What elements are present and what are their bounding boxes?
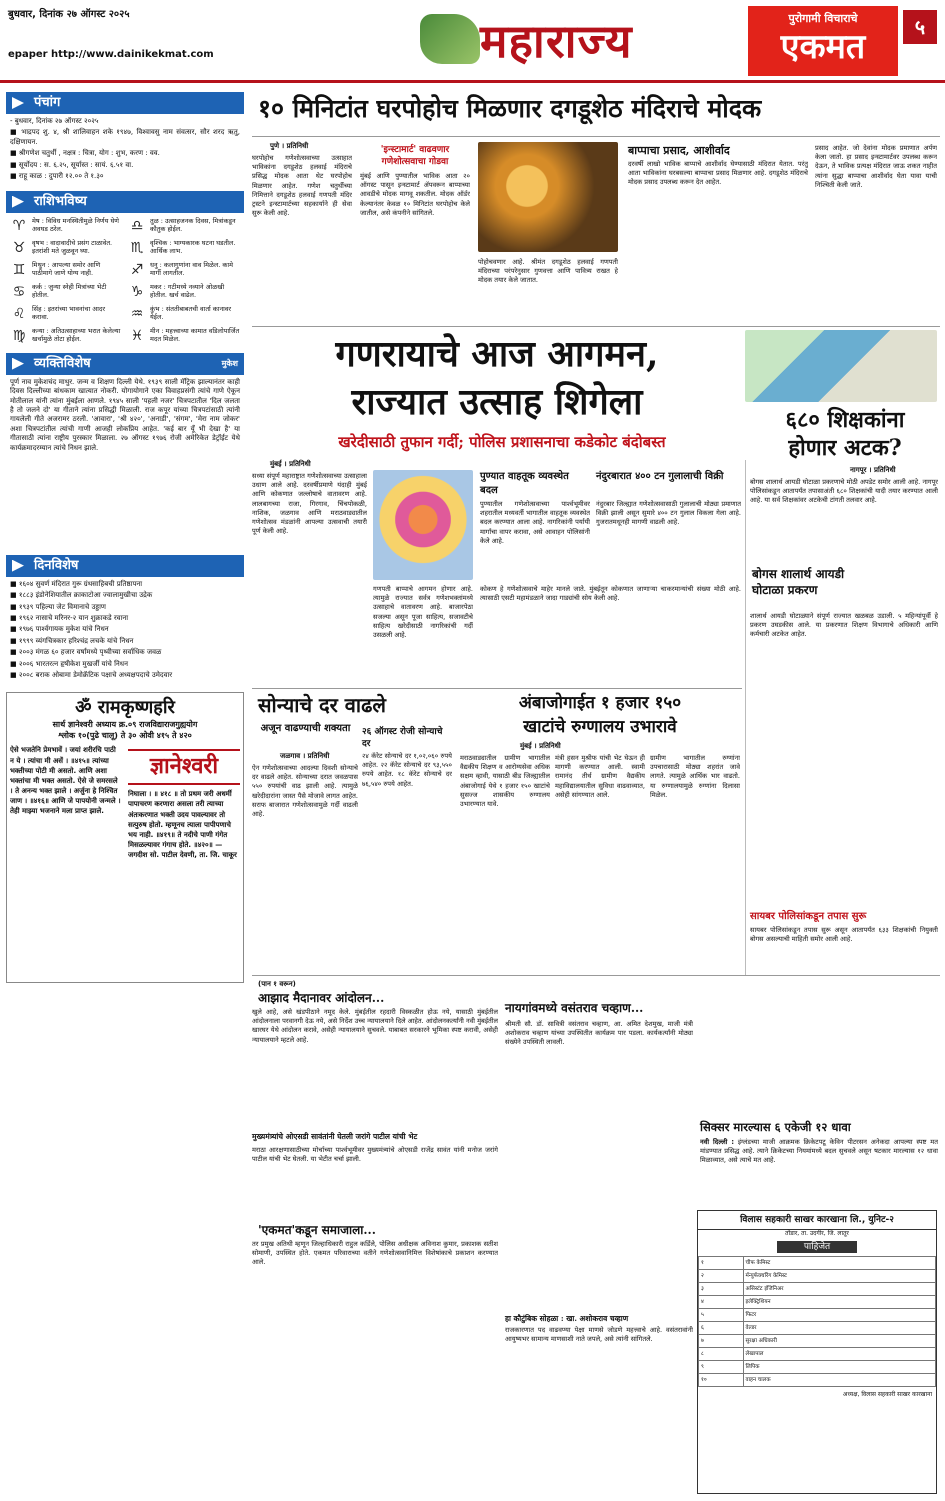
shikshak-place: नागपूर । प्रतिनिधी: [850, 466, 896, 474]
rashi-item: ♉ वृषभ : वादावादीचे प्रसंग टाळावेत. इतरांशी मते जुळवून घ्या.: [10, 239, 122, 257]
vyakti-header: व्यक्तिविशेष मुकेश: [6, 353, 244, 375]
table-row: ७ सुरक्षा अधिकारी: [699, 1335, 936, 1348]
cricket-body: [700, 1138, 938, 1206]
gold-headline: सोन्याचे दर वाढले: [258, 693, 386, 717]
shikshak-headline-1: ६८० शिक्षकांना: [785, 407, 905, 433]
naygaon-body-2: राजकारणात पद वाढवण्या पेक्षा माणसे जोडणे महत्त्वाचे आहे. वसंतरावांनी आयुष्यभर सामान्य माणसाशी नाते जपले, असे त्यांनी सांगितले.: [505, 1326, 693, 1344]
lead-body-3: कोकण हे गणेशोत्सवाचे माहेर मानले जाते. मुंबईतून कोकणात जाणाऱ्या चाकरमान्यांची संख्या मोठी आहे. त्यासाठी एसटी महामंडळाने जादा गाड्यांची सोय केली आहे.: [480, 585, 741, 603]
shikshak-subhead: सायबर पोलिसांकडून तपास सुरू: [750, 911, 867, 922]
rashi-item: ♊ मिथुन : आपल्या समोर आणि पाठीमागे जाणे योग्य नाही.: [10, 261, 122, 279]
top-story-place: पुणे । प्रतिनिधी: [270, 142, 309, 150]
divider: [252, 975, 940, 976]
panchang-line: ■ श्रीगणेश चतुर्थी , नक्षत्र : चित्रा, योग : शुभ, करण : वव.: [10, 149, 160, 158]
currency-photo: [745, 330, 937, 402]
panchang-body: [6, 114, 244, 187]
cricket-place: नवी दिल्ली :: [700, 1138, 735, 1146]
ram-columns: [10, 745, 240, 979]
ram-subtitle: सार्थ ज्ञानेश्वरी अध्याय क्र.०९ राजविद्याराजगुह्ययोग: [52, 719, 198, 729]
ramkrishnahari-box: [6, 692, 244, 984]
page-number: ५: [903, 10, 937, 44]
dinvishesh-item: ■ १६०४ सुवर्ण मंदिरात गुरू ग्रंथसाहिबची प्रतिष्ठापना: [10, 579, 143, 588]
ram-title: ॐ रामकृष्णहरि: [75, 696, 175, 718]
dinvishesh-item: ■ २००३ मंगळ ६० हजार वर्षांमध्ये पृथ्वीच्या सर्वाधिक जवळ: [10, 648, 162, 657]
table-row: ६ वेल्डर: [699, 1322, 936, 1335]
left-column: [6, 88, 244, 983]
gold-rates-head: २६ ऑगस्ट रोजी सोन्याचे दर: [362, 727, 443, 750]
section-title: महाराज्य: [480, 14, 633, 68]
gold-subheadline: अजून वाढण्याची शक्यता: [260, 723, 351, 734]
top-story-box-head: बाप्पाचा प्रसाद, आशीर्वाद: [628, 144, 730, 157]
dinvishesh-item: ■ १८८३ इंडोनेशियातील क्राकाटोआ ज्वालामुखीचा उद्रेक: [10, 591, 153, 600]
arrow-icon: [12, 358, 24, 370]
table-row: ५ फिटर: [699, 1309, 936, 1322]
rashi-grid: [6, 213, 244, 349]
zodiac-icon: ♊: [12, 261, 26, 278]
pune-traffic-body: पुण्यातील गणेशोत्सवाच्या पार्श्वभूमीवर शहरातील मध्यवर्ती भागातील वाहतूक व्यवस्थेत बदल करण्यात आला आहे. नागरिकांनी पर्यायी मार्गांचा वापर करावा, असे आवाहन पोलिसांनी केले आहे.: [480, 500, 590, 545]
dinvishesh-item: ■ १९९९ व्यंगचित्रकार हरिश्चंद्र लचके यांचे निधन: [10, 636, 134, 645]
panchang-line: - बुधवार, दिनांक २७ ऑगस्ट २०२५: [10, 117, 99, 125]
cricket-headline: सिक्सर मारल्यास ६ एकेजी १२ धावा: [700, 1120, 851, 1134]
ad-table: [698, 1256, 936, 1387]
divider: [745, 460, 746, 975]
ambajogai-place: मुंबई । प्रतिनिधी: [520, 742, 561, 750]
table-row: ९ लिपिक: [699, 1361, 936, 1374]
vilas-sugar-ad: [697, 1210, 937, 1494]
ad-footer: अध्यक्ष, विलास सहकारी साखर कारखाना: [842, 1391, 932, 1399]
ram-col-2-text: निघाला । ॥ ४१८ ॥ तो प्रथम जरी अधर्मी पापाचरण करणारा असला तरी त्याच्या अंतःकरणात भक्ती उदय पावल्यावर तो सत्पुरुष होतो. म्हणूनच त्याला पापीपणाचे भय नाही. ॥४१९॥ ते नदीचे पाणी गंगेत मिसळल्यावर गंगाच होते. ॥४२०॥ —जगदीश सो. पाटील देवणी, ता. जि. चाकूर: [128, 790, 237, 860]
continued-label: (पान १ वरून): [258, 980, 296, 988]
lead-body-1: सध्या संपूर्ण महाराष्ट्रात गणेशोत्सवाच्या उत्साहाला उधाण आले आहे. दरवर्षीप्रमाणे यंदाही मुंबई आणि कोकणात जल्लोषाचे वातावरण आहे. लालबागच्या राजा, गिरगाव, चिंचपोकळी, नाशिक, जळगाव आणि मराठवाड्यातील गणेशोत्सव मंडळांनी आपल्या उत्सवाची तयारी पूर्ण केली आहे.: [252, 472, 367, 536]
divider: [252, 136, 940, 137]
panchang-line: ■ राहू काळ : दुपारी १२.०० ते १.३०: [10, 172, 104, 181]
ekmat-body: तर प्रमुख अतिथी म्हणून जिल्हाधिकारी राहुल कर्डिले, पोलिस अधीक्षक अविनाश कुमार, प्रकाशक सतीश सोमाणी, उपस्थित होते. एकमत परिवाराच्या वतीने गणेशोत्सवानिमित्त विशेषांकाचे प्रकाशन करण्यात आले.: [252, 1240, 498, 1267]
ekmat-headline: 'एकमत'कडून समाजाला...: [258, 1223, 376, 1237]
lead-headline-2: राज्यात उत्साह शिगेला: [351, 381, 643, 423]
zodiac-icon: ♈: [12, 217, 26, 234]
zodiac-icon: ♑: [130, 283, 144, 300]
ram-subtitle-2: श्लोक १०(पुढे चालू) ते ३० ओवी ४१५ ते ४२०: [58, 730, 192, 740]
rashi-item: ♓ मीन : महत्त्वाच्या कामात वडिलोपार्जित मदत मिळेल.: [128, 327, 240, 345]
arrow-icon: [12, 196, 24, 208]
table-row: ३ असिस्टंट इंजिनिअर: [699, 1283, 936, 1296]
azad-subhead: मुख्यमंत्र्यांचे ओएसडी सावंतांनी घेतली जरांगे पाटील यांची भेट: [252, 1132, 418, 1141]
vyakti-name: मुकेश: [221, 358, 238, 368]
table-row: १० वाहन चालक: [699, 1374, 936, 1387]
header-divider: [0, 80, 945, 83]
ekmat-logo: [748, 6, 898, 76]
ad-subheading: तोंडार, ता. उदगीर, जि. लातूर: [785, 1230, 849, 1238]
divider: [252, 326, 940, 327]
rashi-item: ♏ वृश्चिक : भाग्यकारक घटना घडतील. आर्थिक लाभ.: [128, 239, 240, 257]
azad-body-2: मराठा आरक्षणासाठीच्या मोर्चाच्या पार्श्वभूमीवर मुख्यमंत्र्यांचे ओएसडी राजेंद्र सावंत यांनी मनोज जरांगे पाटील यांची भेट घेतली. या भेटीत चर्चा झाली.: [252, 1146, 498, 1164]
ambajogai-body-1: मराठवाड्यातील ग्रामीण भागातील वैद्यकीय शिक्षण व आरोग्यसेवा अधिक सक्षम व्हावी, यासाठी बीड जिल्ह्यातील अंबाजोगाई येथे १ हजार १५० खाटांचे सुसज्ज शासकीय रुग्णालय उभारण्यात यावे.: [460, 754, 550, 809]
modak-photo: [478, 142, 618, 252]
zodiac-icon: ♌: [12, 305, 26, 322]
ambajogai-headline-1: अंबाजोगाईत १ हजार १५०: [518, 693, 682, 713]
lead-headline-1: गणरायाचे आज आगमन,: [335, 333, 659, 375]
naygaon-body: श्रीमती सौ. डॉ. सावित्री वसंतराव चव्हाण, आ. अमित देशमुख, माजी मंत्री अशोकराव चव्हाण यांच्या उपस्थितीत कार्यक्रम पार पडला. कार्यकर्त्यांनी मोठ्या संख्येने उपस्थिती लावली.: [505, 1020, 693, 1047]
azad-headline: आझाद मैदानावर आंदोलन...: [258, 991, 385, 1005]
masthead: [0, 0, 945, 82]
logo-name: एकमत: [780, 26, 866, 67]
dinvishesh-item: ■ १९३९ पहिल्या जेट विमानाचे उड्डाण: [10, 602, 106, 611]
naygaon-subhead: हा कौटुंबिक सोहळा : खा. अशोकराव चव्हाण: [505, 1314, 629, 1323]
nandurbar-headline: नंदुरबारात ४०० टन गुलालाची विक्री: [596, 471, 724, 482]
ad-notice: पाहिजेत: [777, 1241, 857, 1253]
zodiac-icon: ♒: [130, 305, 144, 322]
rashi-item: ♈ मेष : विविध मनस्थितीमुळे निर्णय घेणे अवघड ठरेल.: [10, 217, 122, 235]
top-story-body-1: घरपोहोच गणेशोत्सवाच्या उत्साहात भाविकांना दगडूशेठ हलवाई मंदिराचे प्रसिद्ध मोदक आता थेट घरपोहोच मिळणार आहेत. गणेश चतुर्थीच्या निमित्ताने दगडूशेठ हलवाई गणपती मंदिर ट्रस्टने इन्स्टामार्टच्या सहकार्याने ही सेवा सुरू केली आहे.: [252, 154, 352, 218]
dinvishesh-header: दिनविशेष: [6, 555, 244, 577]
rashi-item: ♎ तुळ : उत्साहजनक दिवस, मित्रांकडून कौतुक होईल.: [128, 217, 240, 235]
shikshak-boxhead: बोगस शालार्थ आयडी घोटाळा प्रकरण: [752, 567, 845, 598]
panchang-line: ■ भाद्रपद शु. ४, श्री शालिवाहन शके १९४७, विश्वावसु नाम संवत्सर, सौर शरद ऋतु, दक्षिणायन.: [10, 128, 240, 146]
rashi-item: ♐ धनु : कलागुणांना वाव मिळेल. कामे मार्गी लागतील.: [128, 261, 240, 279]
lead-place: मुंबई । प्रतिनिधी: [270, 460, 311, 468]
panchang-line: ■ सूर्योदय : स. ६.२५, सूर्यास्त : सायं. ६.५१ वा.: [10, 160, 134, 169]
shikshak-body-2: शालार्थ आयडी घोटाळ्याने संपूर्ण राज्यात खळबळ उडाली. ५ महिन्यांपूर्वी हे प्रकरण उघडकीस आले. या प्रकरणात शिक्षण विभागाचे अधिकारी आणि कर्मचारी अटकेत आहेत.: [750, 612, 938, 639]
shikshak-body-3: सायबर पोलिसांकडून तपास सुरू असून आतापर्यंत ६३३ शिक्षकांची नियुक्ती बोगस असल्याची माहिती समोर आली आहे.: [750, 926, 938, 944]
arrow-icon: [12, 560, 24, 572]
naygaon-headline: नायगांवमध्ये वसंतराव चव्हाण...: [505, 1001, 644, 1015]
ad-heading: विलास सहकारी साखर कारखाना लि., युनिट-२: [698, 1211, 936, 1230]
ambajogai-headline-2: खाटांचे रुग्णालय उभारावे: [523, 717, 677, 737]
rashi-header: राशिभविष्य: [6, 191, 244, 213]
top-story-headline: १० मिनिटांत घरपोहोच मिळणार दगडूशेठ मंदिराचे मोदक: [258, 94, 762, 123]
zodiac-icon: ♋: [12, 283, 26, 300]
rashi-item: ♍ कन्या : अतिउत्साहाच्या भरात केलेल्या खर्चामुळे तोटा होईल.: [10, 327, 122, 345]
table-row: २ मॅन्युफॅक्चरिंग केमिस्ट: [699, 1270, 936, 1283]
zodiac-icon: ♎: [130, 217, 144, 234]
panchang-header: पंचांग: [6, 92, 244, 114]
rashi-item: ♋ कर्क : जुन्या स्नेही मित्रांच्या भेटी होतील.: [10, 283, 122, 301]
table-row: ४ इलेक्ट्रिशियन: [699, 1296, 936, 1309]
ambajogai-body-3: ग्रामीण भागातील रुग्णांना उपचारासाठी मोठ्या शहरांत जावे लागते. त्यामुळे आर्थिक भार वाढतो. या रुग्णालयामुळे रुग्णांना दिलासा मिळेल.: [650, 754, 740, 799]
divider: [252, 688, 742, 689]
table-row: ८ लेखापाल: [699, 1348, 936, 1361]
zodiac-icon: ♓: [130, 327, 144, 344]
pune-traffic-headline: पुण्यात वाहतूक व्यवस्थेत बदल: [480, 471, 569, 496]
gold-rates-body: २४ कॅरेट सोन्याचे दर १,०२,०६० रुपये आहेत. २२ कॅरेट सोन्याचे दर ९३,५५० रुपये आहेत. १८ कॅरेट सोन्याचे दर ७६,५४० रुपये आहेत.: [362, 752, 452, 788]
top-story-body-2: मुंबई आणि पुण्यातील भाविक आता २० ऑगस्ट पासून इन्स्टामार्ट ॲपवरून बाप्पाच्या आवडीचे मोदक मागवू शकतील. मोदक ऑर्डर केल्यानंतर केवळ १० मिनिटांत घरपोहोच केले जातील, असे कंपनीने सांगितले.: [360, 172, 470, 217]
top-story-body-3: पोहोचवणार आहे. श्रीमंत दगडूशेठ हलवाई गणपती मंदिराच्या परंपरेनुसार गुणवत्ता आणि पावित्र्य राखत हे मोदक तयार केले जातात.: [478, 258, 618, 285]
ram-col-1: ऐसे भजतेनि प्रेमभावें । जयां शरीरचि पाठी न ये । त्यांचा मी असें । ॥४१५॥ त्यांच्या भक्तीच्या पोटी मी असतो. आणि अशा भक्तांचा मी भक्त असतो. ऐसे जे समरसले । ते अनन्य भक्त झाले । अर्जुना हे निश्चित जाण । ॥४१६॥ आणि जे पापयोनी जन्मले । तेही माझ्या भजनाने मला प्राप्त झाले.: [10, 746, 121, 816]
arrow-icon: [12, 97, 24, 109]
gold-body: ऐन गणेशोत्सवाच्या आदल्या दिवशी सोन्याचे दर वाढले आहेत. सोन्याच्या दरात जवळपास ५५० रुपयांची वाढ झाली आहे. त्यामुळे खरेदीदारांना जास्त पैसे मोजावे लागत आहेत. सराफ बाजारात गणेशोत्सवामुळे गर्दी वाढली आहे.: [252, 764, 358, 819]
ram-col-2: [128, 745, 240, 979]
shikshak-body-1: बोगस शालार्थ आयडी घोटाळा प्रकरणाचे मोठी अपडेट समोर आली आहे. नागपूर पोलिसांकडून आतापर्यंत तपासाअंती ६८० शिक्षकांची यादी तयार करण्यात आली आहे. या सर्व शिक्षकांवर अटकेची टांगती तलवार आहे.: [750, 478, 938, 505]
vyakti-body: पूर्ण नाव मुकेशचंद माथुर. जन्म व शिक्षण दिल्ली येथे. १९३९ साली मॅट्रिक झाल्यानंतर काही दिवस दिल्लीच्या बांधकाम खात्यात नोकरी. योगायोगाने एका विवाहप्रसंगी त्यांचे गाणे ऐकून मोतीलाल यांनी त्यांना मुंबईला आणले. १९४५ साली 'पहली नजर' चित्रपटातील 'दिल जलता है तो जलने दो' या गीताने त्यांना प्रसिद्धी मिळाली. राज कपूर यांच्या चित्रपटांसाठी त्यांनी गायलेली गीते अजरामर ठरली. 'आवारा', 'श्री ४२०', 'अनाडी', 'संगम', 'मेरा नाम जोकर' अशा चित्रपटांतील त्यांची गाणी आजही लोकप्रिय आहेत. 'कई बार यूँ भी देखा है' या गीतासाठी त्यांना राष्ट्रीय पुरस्कार मिळाला. २७ ऑगस्ट १९७६ रोजी अमेरिकेत डेट्रॉईट येथे कार्यक्रमादरम्यान त्यांचे निधन झाले.: [10, 377, 240, 452]
maharashtra-map-icon: [420, 14, 480, 64]
dinvishesh-item: ■ २००६ भारतरत्न हृषीकेश मुखर्जी यांचे निधन: [10, 659, 128, 668]
logo-tagline: पुरोगामी विचाराचे: [788, 12, 858, 25]
nandurbar-body: नंदुरबार जिल्ह्यात गणेशोत्सवासाठी गुलालाची मोठ्या प्रमाणात विक्री झाली असून सुमारे ४०० टन गुलाल विकला गेला आहे. गुजरातमधूनही मागणी वाढली आहे.: [596, 500, 741, 527]
table-row: १ चीफ केमिस्ट: [699, 1257, 936, 1270]
zodiac-icon: ♍: [12, 327, 26, 344]
shikshak-headline-2: होणार अटक?: [788, 435, 902, 461]
rashi-item: ♌ सिंह : इतरांच्या भावनांचा आदर करावा.: [10, 305, 122, 323]
dinvishesh-item: ■ १९६२ नासाचे मरिनर-२ यान शुक्राकडे रवाना: [10, 613, 129, 622]
top-story-box-body: दरवर्षी लाखो भाविक बाप्पाचे आशीर्वाद घेण्यासाठी मंदिरात येतात. परंतु आता भाविकांना घरबसल्या बाप्पाचा प्रसाद मिळणार आहे. दगडूशेठ मंदिराचे मोदक प्रसाद उपलब्ध करून देत आहेत.: [628, 160, 808, 187]
zodiac-icon: ♐: [130, 261, 144, 278]
dinvishesh-body: [6, 577, 244, 686]
rashi-item: ♒ कुंभ : संततीबाबतची वार्ता कानावर येईल.: [128, 305, 240, 323]
cricket-text: इंग्लंडच्या माजी आक्रमक क्रिकेटपटू केविन पीटरसन अनेकदा आपल्या स्पष्ट मत मांडण्यात प्रसिद्ध आहे. त्याने क्रिकेटच्या नियमांमध्ये बदल सुचवले असून षटकार मारल्यास १२ धावा मिळाव्यात, असे त्याचे मत आहे.: [700, 1138, 938, 1165]
zodiac-icon: ♏: [130, 239, 144, 256]
top-story-subhead: 'इन्स्टामार्ट' वाढवणार गणेशोत्सवाचा गोडवा: [380, 145, 450, 168]
gold-place: जळगाव । प्रतिनिधी: [280, 752, 330, 760]
dinvishesh-item: ■ १९७६ पार्श्वगायक मुकेश यांचे निधन: [10, 625, 109, 634]
epaper-link[interactable]: epaper http://www.dainikekmat.com: [8, 49, 214, 60]
top-story-body-4: प्रसाद आहेत. जो देवांना मोदक प्रमाणात अर्पण केला जातो. हा प्रसाद इन्स्टामार्टवर उपलब्ध करून देऊन, ते भाविक प्रत्यक्ष मंदिरात जाऊ शकत नाहीत त्यांना सुद्धा बाप्पाचा आशीर्वाद घेता यावा याची निश्चिती केली जाते.: [815, 144, 937, 189]
lead-body-2: गणपती बाप्पाचे आगमन होणार आहे. त्यामुळे राज्यात सर्वत्र गणेशभक्तांमध्ये उत्साहाचे वातावरण आहे. बाजारपेठा सजल्या असून पूजा साहित्य, सजावटीचे साहित्य खरेदीसाठी नागरिकांची गर्दी उसळली आहे.: [373, 585, 473, 640]
dnyaneshwari-logo: ज्ञानेश्वरी: [128, 749, 240, 785]
ambajogai-body-2: मंत्री हसन मुश्रीफ यांची भेट घेऊन ही मागणी करण्यात आली. स्वामी रामानंद तीर्थ ग्रामीण वैद्यकीय महाविद्यालयातील सुविधा वाढवाव्यात, असेही सांगण्यात आले.: [555, 754, 645, 799]
ganesh-idol-photo: [373, 470, 473, 580]
zodiac-icon: ♉: [12, 239, 26, 256]
lead-subheadline: खरेदीसाठी तुफान गर्दी; पोलिस प्रशासनाचा कडेकोट बंदोबस्त: [338, 433, 666, 451]
rashi-item: ♑ मकर : गटीमध्ये नव्याने ओळखी होतील. खर्च वाढेल.: [128, 283, 240, 301]
issue-date: बुधवार, दिनांक २७ ऑगस्ट २०२५: [8, 9, 130, 20]
dinvishesh-item: ■ २००८ बराक ओबामा डेमोक्रॅटिक पक्षाचे अध्यक्षपदाचे उमेदवार: [10, 671, 173, 680]
azad-body: खुले आहे, असे खंडपीठाने नमूद केले. मुंबईतील रहदारी विस्कळीत होऊ नये, यासाठी मुंबईतील आंदोलनाला परवानगी देऊ नये, असे निर्देश उच्च न्यायालयाने दिले आहेत. आंदोलनकर्त्यांनी नवी मुंबईतील खारघर येथे आंदोलन करावे, असेही न्यायालयाने सुचवले. याबाबत सरकारने भूमिका स्पष्ट करावी, असेही न्यायालयाने म्हटले आहे.: [252, 1008, 498, 1044]
